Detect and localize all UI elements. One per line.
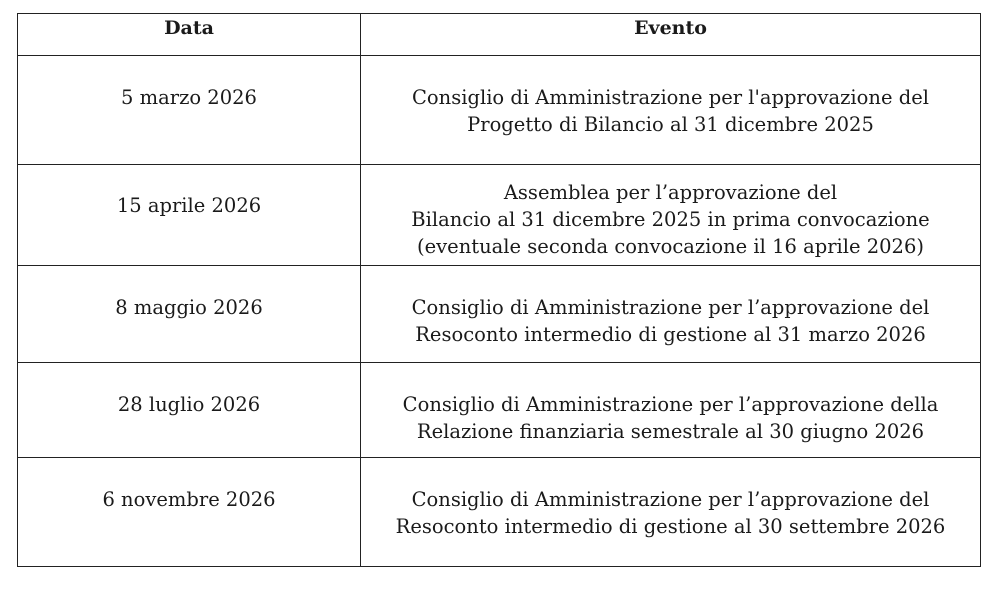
table-row [18, 266, 981, 363]
date-cell: 15 aprile 2026 [18, 165, 361, 266]
column-header-event: Evento [361, 14, 981, 56]
event-cell [361, 56, 981, 165]
event-line: Bilancio al 31 dicembre 2025 in prima convocazione [411, 208, 930, 231]
event-cell [361, 363, 981, 458]
date-cell: 6 novembre 2026 [18, 458, 361, 567]
event-line: Resoconto intermedio di gestione al 31 marzo 2026 [415, 323, 926, 346]
event-line: Consiglio di Amministrazione per l’approvazione della [402, 393, 939, 416]
event-line: Relazione finanziaria semestrale al 30 giugno 2026 [416, 420, 925, 443]
financial-calendar-table [17, 13, 981, 567]
table-row [18, 56, 981, 165]
event-line: (eventuale seconda convocazione il 16 aprile 2026) [417, 235, 924, 258]
event-cell [361, 165, 981, 266]
date-cell: 8 maggio 2026 [18, 266, 361, 363]
event-line: Assemblea per l’approvazione del [503, 181, 838, 204]
date-cell: 28 luglio 2026 [18, 363, 361, 458]
date-cell: 5 marzo 2026 [18, 56, 361, 165]
event-cell [361, 266, 981, 363]
header-row [18, 14, 981, 56]
event-line: Consiglio di Amministrazione per l’approvazione del [411, 296, 930, 319]
column-header-date: Data [18, 14, 361, 56]
event-line: Resoconto intermedio di gestione al 30 settembre 2026 [395, 515, 946, 538]
event-cell [361, 458, 981, 567]
event-line: Consiglio di Amministrazione per l'approvazione del [412, 86, 929, 109]
table-row [18, 458, 981, 567]
event-line: Progetto di Bilancio al 31 dicembre 2025 [467, 113, 874, 136]
event-line: Consiglio di Amministrazione per l’approvazione del [411, 488, 930, 511]
table-row [18, 165, 981, 266]
table-row [18, 363, 981, 458]
